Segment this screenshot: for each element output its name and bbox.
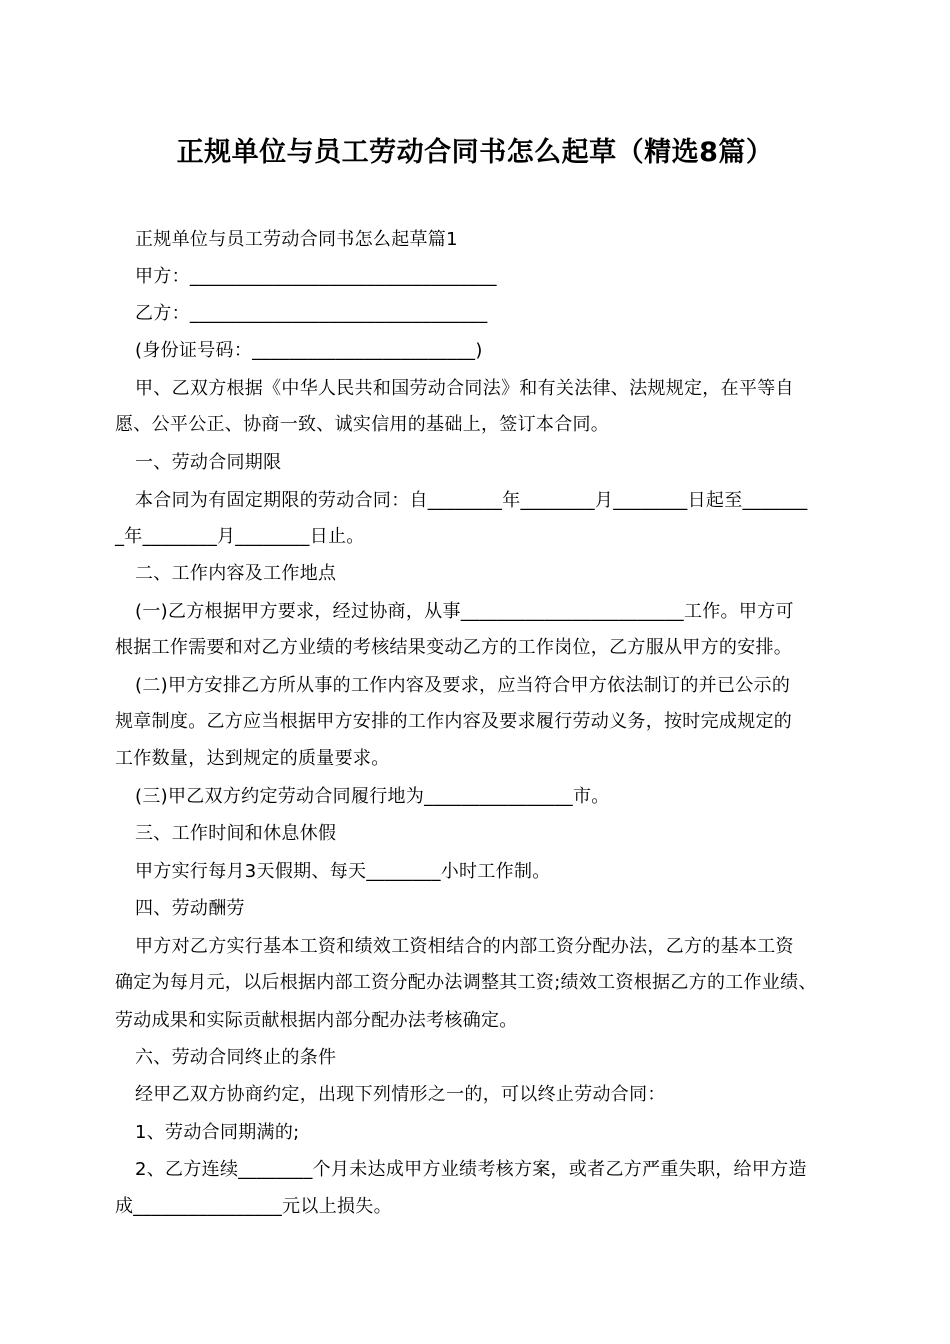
paragraph-line: 规章制度。乙方应当根据甲方安排的工作内容及要求履行劳动义务，按时完成规定的 — [115, 711, 793, 732]
paragraph-line: 愿、公平公正、协商一致、诚实信用的基础上，签订本合同。 — [115, 414, 610, 435]
paragraph-line: 成________________元以上损失。 — [115, 1196, 392, 1217]
paragraph-line: 甲、乙双方根据《中华人民共和国劳动合同法》和有关法律、法规规定，在平等自 — [135, 378, 794, 399]
clause-heading: 二、工作内容及工作地点 — [135, 563, 337, 584]
party-b-line: 乙方：________________________________ — [135, 303, 488, 324]
clause-heading: 四、劳动酬劳 — [135, 898, 245, 919]
paragraph-line: (一)乙方根据甲方要求，经过协商，从事________________________工作。甲方可 — [135, 601, 794, 622]
paragraph-line: 根据工作需要和对乙方业绩的考核结果变动乙方的工作岗位，乙方服从甲方的安排。 — [115, 637, 793, 658]
list-item: 1、劳动合同期满的; — [135, 1122, 300, 1143]
list-item: 2、乙方连续________个月未达成甲方业绩考核方案，或者乙方严重失职，给甲方造 — [135, 1159, 807, 1180]
paragraph-line: _年________月________日止。 — [115, 526, 365, 547]
paragraph-line: 确定为每月元，以后根据内部工资分配办法调整其工资;绩效工资根据乙方的工作业绩、 — [115, 972, 817, 993]
party-a-line: 甲方：_________________________________ — [135, 266, 497, 287]
clause-heading: 三、工作时间和休息休假 — [135, 823, 337, 844]
paragraph-line: (三)甲乙双方约定劳动合同履行地为________________市。 — [135, 786, 610, 807]
clause-heading: 一、劳动合同期限 — [135, 452, 282, 473]
paragraph-line: 甲方实行每月3天假期、每天________小时工作制。 — [135, 861, 551, 882]
clause-heading: 六、劳动合同终止的条件 — [135, 1047, 337, 1068]
paragraph-line: 本合同为有固定期限的劳动合同：自________年________月________日起至_______ — [135, 490, 808, 511]
paragraph-line: 劳动成果和实际贡献根据内部分配办法考核确定。 — [115, 1010, 518, 1031]
document-title: 正规单位与员工劳动合同书怎么起草（精选8篇） — [176, 137, 774, 168]
paragraph-line: 工作数量，达到规定的质量要求。 — [115, 748, 390, 769]
id-number-line: (身份证号码：________________________) — [135, 340, 483, 361]
paragraph-line: 经甲乙双方协商约定，出现下列情形之一的，可以终止劳动合同： — [135, 1084, 666, 1105]
section-heading: 正规单位与员工劳动合同书怎么起草篇1 — [135, 229, 458, 250]
paragraph-line: 甲方对乙方实行基本工资和绩效工资相结合的内部工资分配办法，乙方的基本工资 — [135, 936, 794, 957]
paragraph-line: (二)甲方安排乙方所从事的工作内容及要求，应当符合甲方依法制订的并已公示的 — [135, 675, 791, 696]
